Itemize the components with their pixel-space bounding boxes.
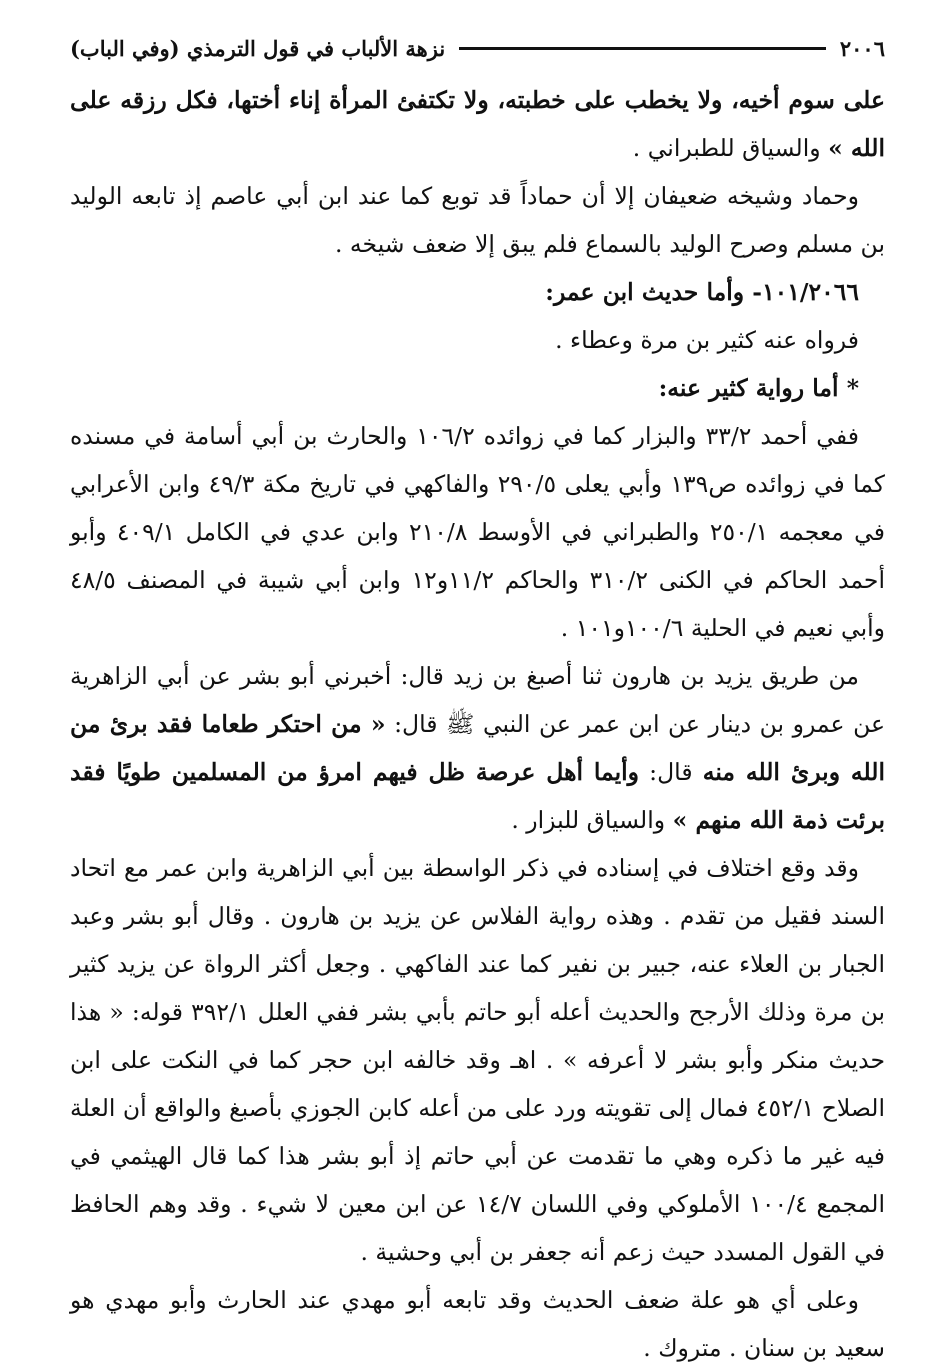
page-number: ٢٠٠٦ [839,35,885,61]
paragraph-sources: ففي أحمد ٣٣/٢ والبزار كما في زوائده ١٠٦/٢ والحارث بن أبي أسامة في مسنده كما في زوائده ص١٣٩ وأبي يعلى ٢٩٠/٥ والفاكهي في تاريخ مكة ٤٩/٣ وابن الأعرابي في معجمه ٢٥٠/١ والطبراني في الأوسط ٢١٠/٨ وابن عدي في الكامل ٤٠٩/١ وأبو أحمد الحاكم في الكنى ٣١٠/٢ والحاكم ١١/٢و١٢ وابن أبي شيبة في المصنف ٤٨/٥ وأبي نعيم في الحلية ١٠٠/٦و١٠١ . [70,422,885,642]
paragraph-hammad: وحماد وشيخه ضعيفان إلا أن حماداً قد توبع كما عند ابن أبي عاصم إذ تابعه الوليد بن مسلم وصرح الوليد بالسماع فلم يبق إلا ضعف شيخه . [70,182,885,258]
isnad-text: والسياق للبزار . [511,806,673,834]
paragraph-isnad [70,652,885,844]
isnad-text: قال: [639,758,703,786]
running-title: نزهة الألباب في قول الترمذي (وفي الباب) [70,35,446,61]
isnad-text: من طريق يزيد بن هارون ثنا أصبغ بن زيد قال: أخبرني أبو بشر عن أبي الزاهرية عن عمرو بن دينار عن ابن عمر عن النبي ﷺ قال: [70,662,885,738]
bold-hadith-text: وأيما أهل عرصة ظل فيهم امرؤ من المسلمين طويًا فقد برئت ذمة الله منهم » [70,758,885,834]
paragraph-continuation [70,76,885,172]
page-header [70,28,885,68]
paragraph-text: والسياق للطبراني . [632,134,829,162]
paragraph-narrators: فرواه عنه كثير بن مرة وعطاء . [555,326,859,354]
section-heading-ibn-umar: ١٠١/٢٠٦٦- وأما حديث ابن عمر: [545,278,859,306]
subheading-kathir: * أما رواية كثير عنه: [658,374,859,402]
header-rule [459,47,826,50]
bold-hadith-text: « من احتكر طعاما فقد برئ من الله وبرئ الله منه [70,710,885,786]
bold-hadith-text: على سوم أخيه، ولا يخطب على خطبته، ولا تكتفئ المرأة إناء أختها، فكل رزقه على الله » [70,86,885,162]
paragraph-conclusion: وعلى أي هو علة ضعف الحديث وقد تابعه أبو مهدي عند الحارث وأبو مهدي هو سعيد بن سنان . متروك . [70,1286,885,1362]
body-text [70,76,885,1372]
paragraph-ikhtilaf: وقد وقع اختلاف في إسناده في ذكر الواسطة بين أبي الزاهرية وابن عمر مع اتحاد السند فقيل من تقدم . وهذه رواية الفلاس عن يزيد بن هارون . وقال أبو بشر وعبد الجبار بن العلاء عنه، جبير بن نفير كما عند الفاكهي . وجعل أكثر الرواة عن يزيد كثير بن مرة وذلك الأرجح والحديث أعله أبو حاتم بأبي بشر ففي العلل ٣٩٢/١ قوله: « هذا حديث منكر وأبو بشر لا أعرفه » . اهـ وقد خالفه ابن حجر كما في النكت على ابن الصلاح ٤٥٢/١ فمال إلى تقويته ورد على من أعله كابن الجوزي بأصبغ والواقع أن العلة فيه غير ما ذكره وهي ما تقدمت عن أبي حاتم إذ أبو بشر هذا كما قال الهيثمي في المجمع ١٠٠/٤ الأملوكي وفي اللسان ١٤/٧ عن ابن معين لا شيء . وقد وهم الحافظ في القول المسدد حيث زعم أنه جعفر بن أبي وحشية . [70,854,885,1266]
